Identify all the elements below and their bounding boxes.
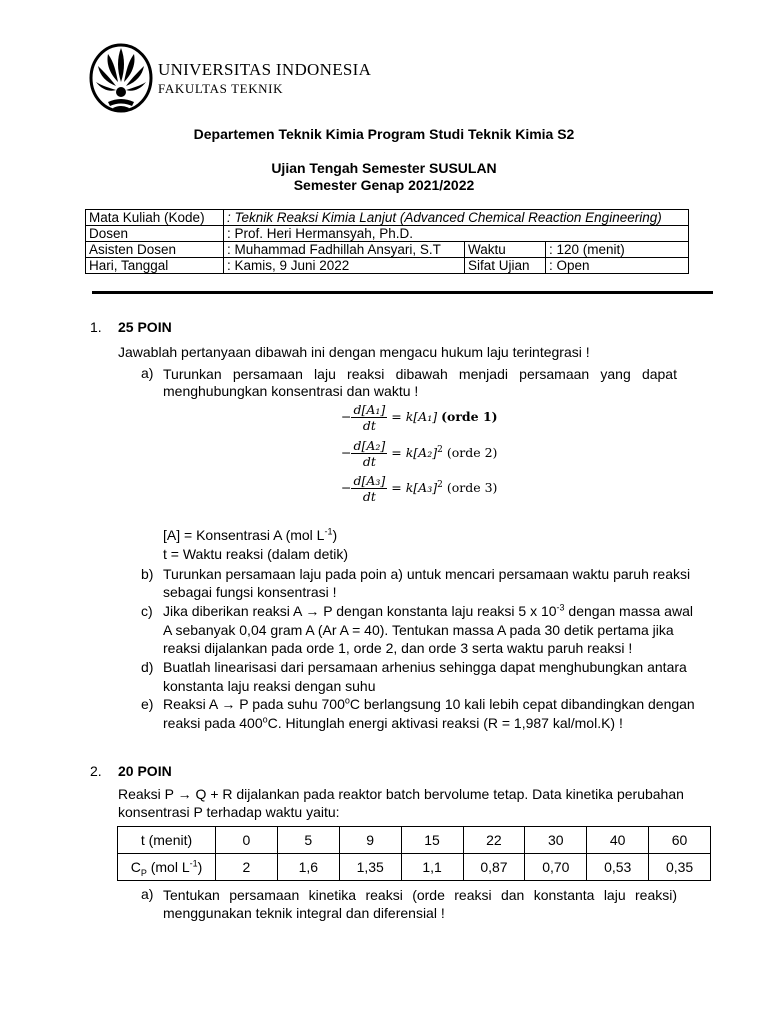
- kinetics-data-table: [117, 826, 711, 881]
- table-cell: 9: [339, 827, 401, 854]
- table-cell: 30: [525, 827, 587, 854]
- table-cell: 15: [401, 827, 463, 854]
- eq2-denominator: dt: [362, 454, 376, 469]
- table-cell: 0: [216, 827, 278, 854]
- q1-b-label: b): [141, 566, 154, 582]
- eq3-exponent: 2: [437, 479, 443, 490]
- exam-title: Ujian Tengah Semester SUSULAN: [271, 160, 497, 176]
- table-header-concentration: $C_P$ (mol $L^{-1}$): [118, 854, 216, 881]
- q2-number: 2.: [90, 763, 102, 779]
- table-cell: 1,35: [339, 854, 401, 881]
- date-label: Hari, Tanggal: [86, 258, 224, 274]
- eq2-order: (orde 2): [446, 445, 498, 460]
- rate-equation-order3: − $\frac{\text{d[A₃]}}{dt}$ = $k[A_3]^2$ (orde 3): [341, 473, 498, 504]
- q1-b-text-line1: Turunkan persamaan laju pada poin a) untuk mencari persamaan waktu paruh reaksi: [163, 566, 691, 582]
- table-cell: 0,53: [587, 854, 649, 881]
- eq2-rhs: = k[A₂]: [391, 445, 438, 460]
- q1-a-label: a): [141, 365, 154, 381]
- q2-a-text-line2: menggunakan teknik integral dan diferensial !: [163, 905, 445, 921]
- eq1-numerator: d[A₁]: [353, 402, 386, 417]
- q1-a-text-line2: menghubungkan konsentrasi dan waktu !: [163, 383, 419, 399]
- eq3-rhs: = k[A₃]: [391, 480, 438, 495]
- semester-title: Semester Genap 2021/2022: [293, 177, 475, 193]
- q1-intro: Jawablah pertanyaan dibawah ini dengan mengacu hukum laju terintegrasi !: [118, 344, 590, 360]
- eq1-denominator: dt: [362, 418, 376, 433]
- q1-d-text-line1: Buatlah linearisasi dari persamaan arhenius sehingga dapat menghubungkan antara: [163, 659, 687, 675]
- lecturer-value: : Prof. Heri Hermansyah, Ph.D.: [224, 226, 689, 242]
- time-label: Waktu: [465, 242, 546, 258]
- table-cell: 60: [649, 827, 711, 854]
- q1-c-text-line1: Jika diberikan reaksi A → P dengan konstanta laju reaksi 5 x $10^{-3}$ dengan massa awal: [163, 602, 693, 619]
- q2-intro-line2: konsentrasi P terhadap waktu yaitu:: [118, 804, 340, 820]
- eq3-numerator: d[A₃]: [353, 473, 386, 488]
- date-value: : Kamis, 9 Juni 2022: [224, 258, 465, 274]
- q1-number: 1.: [90, 319, 102, 335]
- eq2-exponent: 2: [437, 444, 443, 455]
- q1-c-text-line3: reaksi dijalankan pada orde 1, orde 2, dan orde 3 serta waktu paruh reaksi !: [163, 640, 633, 656]
- exam-type-label: Sifat Ujian: [465, 258, 546, 274]
- q2-a-text-line1: Tentukan persamaan kinetika reaksi (orde reaksi dan konstanta laju reaksi): [163, 887, 677, 903]
- q1-points: 25 POIN: [118, 319, 172, 335]
- q1-definition-a: [A] = Konsentrasi A (mol $L^{-1}$): [163, 526, 338, 543]
- course-value: : Teknik Reaksi Kimia Lanjut (Advanced Chemical Reaction Engineering): [224, 210, 689, 226]
- table-cell: 0,70: [525, 854, 587, 881]
- eq2-numerator: d[A₂]: [353, 438, 386, 453]
- table-row-concentration: [118, 854, 711, 881]
- table-cell: 5: [277, 827, 339, 854]
- course-label: Mata Kuliah (Kode): [86, 210, 224, 226]
- department-title: Departemen Teknik Kimia Program Studi Teknik Kimia S2: [193, 126, 575, 142]
- table-row-time: [118, 827, 711, 854]
- q2-intro-line1: Reaksi P → Q + R dijalankan pada reaktor batch bervolume tetap. Data kinetika perubahan: [118, 786, 684, 802]
- q1-e-text-line2: reaksi pada 400$^o$C. Hitunglah energi aktivasi reaksi (R = 1,987 kal/mol.K) !: [163, 714, 623, 731]
- q1-d-label: d): [141, 659, 154, 675]
- table-cell: 0,87: [463, 854, 525, 881]
- eq3-denominator: dt: [362, 489, 376, 504]
- exam-info-table: [85, 209, 689, 274]
- assistant-label: Asisten Dosen: [86, 242, 224, 258]
- q1-e-text-line1: Reaksi A → P pada suhu 700$^o$C berlangsung 10 kali lebih cepat dibandingkan dengan: [163, 695, 695, 712]
- table-header-time: t (menit): [118, 827, 216, 854]
- exam-type-value: : Open: [546, 258, 689, 274]
- q2-points: 20 POIN: [118, 763, 172, 779]
- table-cell: 0,35: [649, 854, 711, 881]
- eq1-order: (orde 1): [441, 409, 498, 424]
- table-cell: 22: [463, 827, 525, 854]
- q1-definition-t: t = Waktu reaksi (dalam detik): [163, 546, 349, 562]
- q2-a-label: a): [141, 886, 154, 902]
- table-cell: 1,6: [277, 854, 339, 881]
- time-value: : 120 (menit): [546, 242, 689, 258]
- eq3-order: (orde 3): [446, 480, 498, 495]
- rate-equation-order2: − $\frac{\text{d[A₂]}}{dt}$ = $k[A_2]^2$ (orde 2): [341, 438, 498, 469]
- assistant-value: : Muhammad Fadhillah Ansyari, S.T: [224, 242, 465, 258]
- university-logo-icon: [88, 38, 154, 114]
- q1-a-text-line1: Turunkan persamaan laju reaksi dibawah menjadi persamaan yang dapat: [163, 366, 677, 382]
- header-divider: [92, 291, 713, 294]
- q1-d-text-line2: konstanta laju reaksi dengan suhu: [163, 678, 376, 694]
- lecturer-label: Dosen: [86, 226, 224, 242]
- eq1-rhs: = k[A₁]: [391, 409, 438, 424]
- table-cell: 40: [587, 827, 649, 854]
- rate-equation-order1: − $\frac{\text{d[A₁]}}{dt}$ = k[A₁] (orde 1): [341, 402, 498, 433]
- q1-e-label: e): [141, 696, 154, 712]
- table-cell: 2: [216, 854, 278, 881]
- q1-b-text-line2: sebagai fungsi konsentrasi !: [163, 584, 337, 600]
- faculty-name: FAKULTAS TEKNIK: [158, 81, 284, 96]
- university-name: UNIVERSITAS INDONESIA: [158, 60, 372, 79]
- table-cell: 1,1: [401, 854, 463, 881]
- q1-c-text-line2: A sebanyak 0,04 gram A (Ar A = 40). Tentukan massa A pada 30 detik pertama jika: [163, 622, 674, 638]
- q1-c-label: c): [141, 603, 153, 619]
